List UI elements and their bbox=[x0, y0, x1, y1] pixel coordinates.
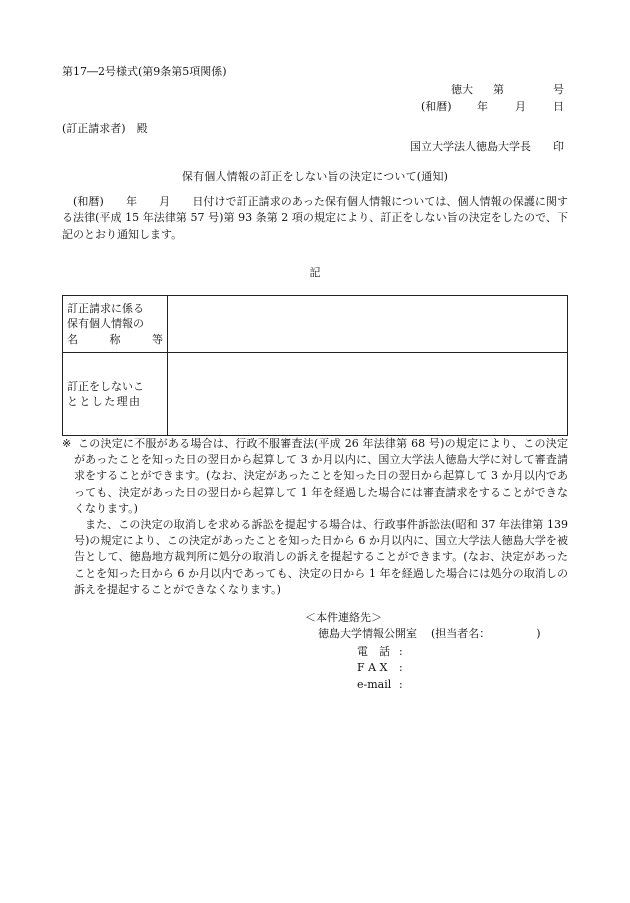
office-name: 徳島大学情報公開室 bbox=[318, 627, 417, 640]
date-month: 月 bbox=[515, 100, 526, 113]
person-label: (担当者名： bbox=[431, 627, 491, 640]
note-text: この決定に不服がある場合は、行政不服審査法(平成 26 年法律第 68 号)の規定により、この決定があったことを知った日の翌日から起算して 3 か月以内に、国立大学法人徳島大学に対して審査請求をすることができます。(なお、決定があったことを知った日の翌日から起算して 3 か月以内であっても、決定があった日の翌日から起算して 1 年を経過した場合には審査請求をすることができなくなります。) bbox=[74, 437, 568, 515]
note-paragraph bbox=[62, 517, 568, 598]
notice-body bbox=[62, 194, 568, 243]
person-name-blank[interactable] bbox=[490, 628, 536, 639]
info-name-value-cell[interactable] bbox=[168, 296, 568, 353]
contact-heading: ＜本件連絡先＞ bbox=[305, 611, 382, 624]
fax-label: F A X bbox=[357, 661, 388, 674]
reason-value-cell[interactable] bbox=[168, 353, 568, 436]
form-id: 第17―2号様式(第9条第5項関係) bbox=[62, 65, 227, 78]
document-title: 保有個人情報の訂正をしない旨の決定について(通知) bbox=[181, 170, 449, 183]
label-char: 名 bbox=[67, 332, 78, 346]
notes-section bbox=[62, 436, 568, 598]
notice-body-text: (和暦) 年 月 日付けで訂正請求のあった保有個人情報については、個人情報の保護に関する法律(平成 15 年法律第 57 号)第 93 条第 2 項の規定により、訂正をしない旨の決定をしたので、下記のとおり通知します。 bbox=[62, 195, 568, 241]
document-number bbox=[451, 84, 564, 95]
issue-date bbox=[421, 101, 564, 112]
email-label: e-mail bbox=[357, 678, 392, 691]
docnum-dai: 第 bbox=[493, 83, 504, 96]
note-paragraph bbox=[62, 436, 568, 517]
contact-office bbox=[318, 628, 541, 639]
tel-label: 電 話 bbox=[357, 645, 390, 658]
colon: : bbox=[399, 645, 403, 658]
label-line: 訂正をしないこ bbox=[67, 379, 144, 393]
person-close: ) bbox=[536, 627, 541, 640]
row-label-reason bbox=[63, 353, 168, 436]
label-line-spread bbox=[67, 332, 163, 348]
issuer bbox=[410, 141, 564, 152]
colon: : bbox=[399, 678, 403, 691]
colon: : bbox=[399, 661, 403, 674]
note-mark: ※ bbox=[62, 437, 72, 450]
row-label-info-name bbox=[63, 296, 168, 353]
record-table bbox=[62, 295, 568, 436]
issuer-name: 国立大学法人徳島大学長 bbox=[410, 140, 531, 153]
table-row bbox=[63, 296, 568, 353]
ki-heading: 記 bbox=[309, 266, 321, 279]
label-line: ととした理由 bbox=[67, 395, 142, 408]
date-year: 年 bbox=[477, 100, 488, 113]
addressee: (訂正請求者) 殿 bbox=[62, 122, 148, 135]
seal-mark: 印 bbox=[553, 140, 564, 153]
table-row bbox=[63, 353, 568, 436]
note-text: また、この決定の取消しを求める訴訟を提起する場合は、行政事件訴訟法(昭和 37 年法律第 139 号)の規定により、この決定があったことを知った日から 6 か月以内に、国立大学法人徳島大学を被告として、徳島地方裁判所に処分の取消しの訴えを提起することができます。(なお、決定があったことを知った日から 6 か月以内であっても、決定の日から 1 年を経過した場合には処分の取消しの訴えを提起することができなくなります。) bbox=[74, 518, 569, 596]
contact-tel bbox=[357, 646, 403, 657]
label-line: 保有個人情報の bbox=[67, 317, 144, 331]
contact-email bbox=[357, 679, 403, 690]
date-day: 日 bbox=[553, 100, 564, 113]
date-era: (和暦) bbox=[421, 100, 452, 113]
docnum-prefix: 徳大 bbox=[451, 83, 473, 96]
label-char: 等 bbox=[152, 332, 163, 346]
docnum-go: 号 bbox=[553, 83, 564, 96]
contact-fax bbox=[357, 662, 403, 673]
label-char: 称 bbox=[109, 332, 121, 346]
label-line: 訂正請求に係る bbox=[67, 301, 144, 315]
